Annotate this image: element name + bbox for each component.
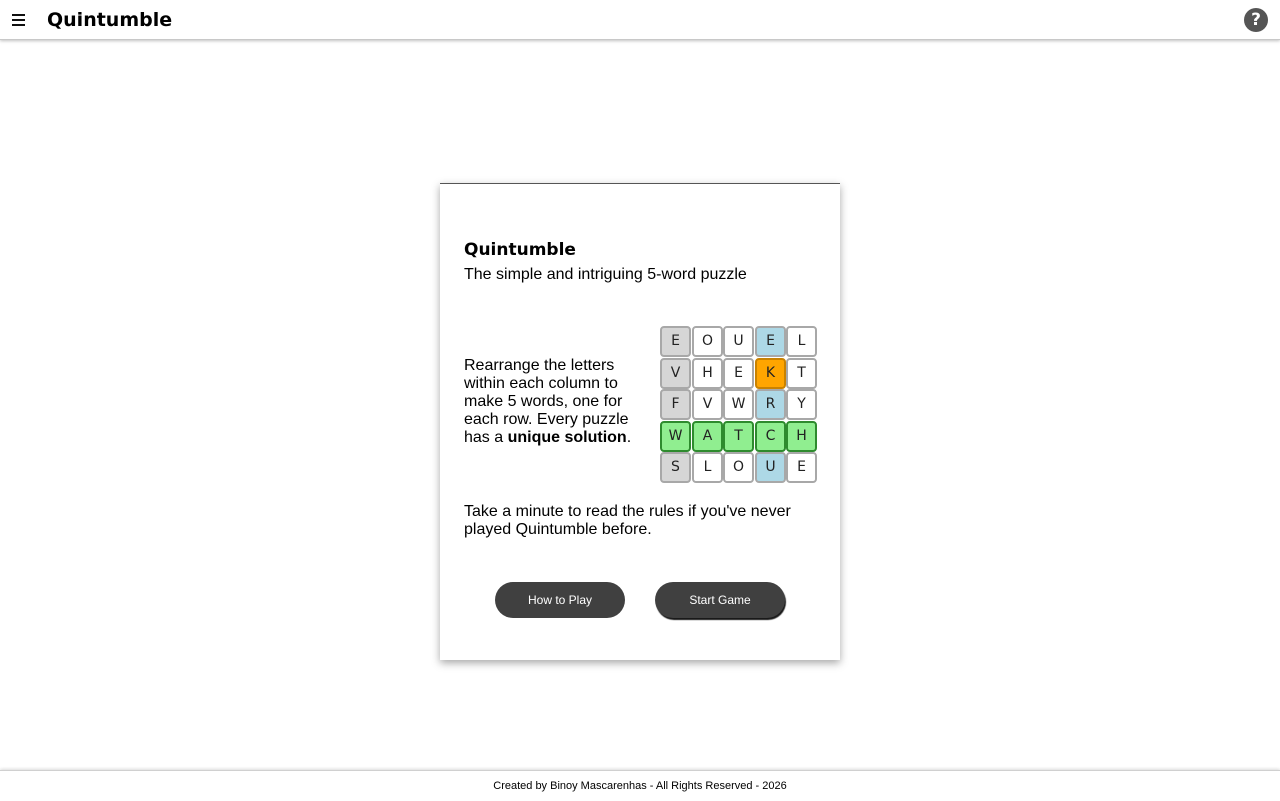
grid-tile: O xyxy=(723,452,754,483)
grid-tile: U xyxy=(755,452,786,483)
grid-tile: C xyxy=(755,421,786,452)
grid-tile: E xyxy=(723,358,754,389)
start-game-button[interactable]: Start Game xyxy=(655,582,785,618)
rules-summary xyxy=(464,357,639,447)
help-icon[interactable]: ? xyxy=(1244,8,1268,32)
rules-text-bold: unique solution xyxy=(507,429,627,446)
grid-tile: E xyxy=(660,326,691,357)
grid-tile: E xyxy=(786,452,817,483)
grid-tile: T xyxy=(786,358,817,389)
grid-tile: W xyxy=(723,389,754,420)
grid-tile: Y xyxy=(786,389,817,420)
rules-text-part2: . xyxy=(626,429,632,446)
grid-tile: T xyxy=(723,421,754,452)
grid-tile: L xyxy=(692,452,723,483)
grid-tile: F xyxy=(660,389,691,420)
top-bar xyxy=(0,0,1280,40)
grid-tile: H xyxy=(786,421,817,452)
grid-tile: W xyxy=(660,421,691,452)
grid-tile: K xyxy=(755,358,786,389)
grid-tile: V xyxy=(660,358,691,389)
intro-text: Take a minute to read the rules if you've never played Quintumble before. xyxy=(464,503,791,538)
grid-tile: R xyxy=(755,389,786,420)
grid-tile: V xyxy=(692,389,723,420)
hamburger-icon[interactable] xyxy=(10,9,28,31)
grid-tile: U xyxy=(723,326,754,357)
footer: Created by Binoy Mascarenhas - All Rights Reserved - 2026 xyxy=(0,770,1280,801)
grid-tile: H xyxy=(692,358,723,389)
grid-tile: S xyxy=(660,452,691,483)
grid-tile: E xyxy=(755,326,786,357)
grid-tile: A xyxy=(692,421,723,452)
rules-text-part1: Rearrange the letters within each column to make 5 words, one for each row. Every puzzle has a xyxy=(464,357,629,446)
grid-tile: L xyxy=(786,326,817,357)
welcome-dialog xyxy=(440,183,840,660)
grid-tile: O xyxy=(692,326,723,357)
app-title: Quintumble xyxy=(47,9,173,31)
dialog-subtitle: The simple and intriguing 5-word puzzle xyxy=(464,266,747,283)
how-to-play-button[interactable]: How to Play xyxy=(495,582,625,618)
dialog-title: Quintumble xyxy=(464,240,576,260)
